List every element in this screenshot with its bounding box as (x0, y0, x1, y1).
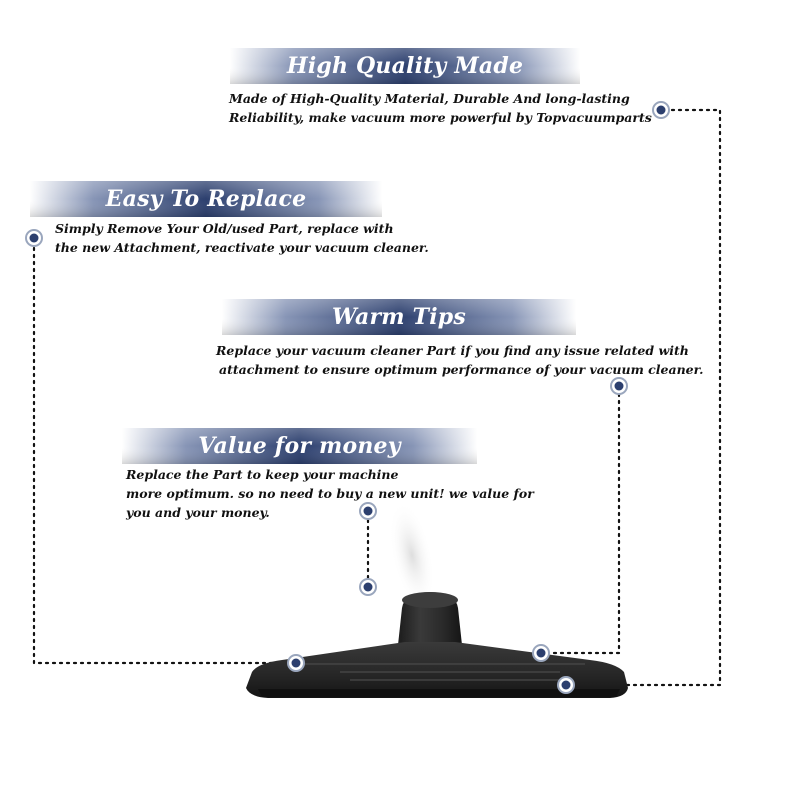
callout-dot-icon (533, 645, 549, 661)
description-line: Replace the Part to keep your machine (126, 467, 399, 482)
feature-title: Easy To Replace (105, 186, 307, 212)
description-line: more optimum. so no need to buy a new unit! we value for (126, 486, 534, 501)
banner-easy-replace (30, 181, 382, 217)
banner-value-money (122, 428, 477, 464)
banner-high-quality (230, 48, 580, 84)
description-line: attachment to ensure optimum performance of your vacuum cleaner. (219, 362, 704, 377)
feature-description-warm-tips (216, 341, 703, 379)
feature-description-high-quality (229, 89, 652, 127)
feature-title: Value for money (198, 433, 401, 459)
description-line: Reliability, make vacuum more powerful by Topvacuumparts (229, 110, 652, 125)
callout-dot-icon (288, 655, 304, 671)
feature-description-easy-replace (55, 219, 429, 257)
description-line: Replace your vacuum cleaner Part if you find any issue related with (216, 343, 689, 358)
description-line: you and your money. (126, 505, 270, 520)
description-line: the new Attachment, reactivate your vacuum cleaner. (55, 240, 429, 255)
banner-warm-tips (222, 299, 576, 335)
feature-description-value-money (126, 465, 534, 522)
description-line: Simply Remove Your Old/used Part, replace with (55, 221, 394, 236)
feature-title: High Quality Made (286, 53, 524, 79)
feature-title: Warm Tips (332, 304, 466, 330)
description-line: Made of High-Quality Material, Durable And long-lasting (229, 91, 630, 106)
callout-dot-icon (558, 677, 574, 693)
